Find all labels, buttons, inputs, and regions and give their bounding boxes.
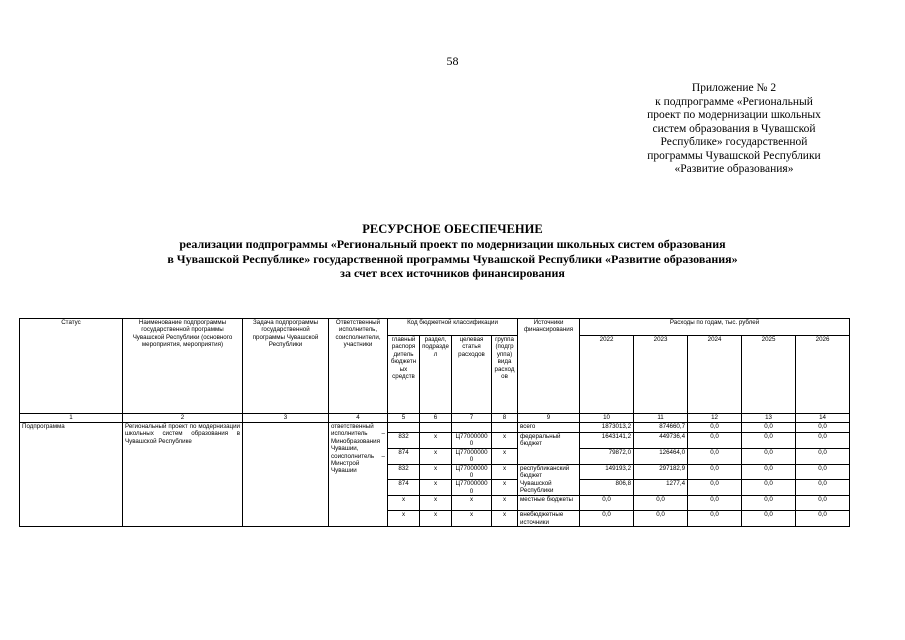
- title-heading: РЕСУРСНОЕ ОБЕСПЕЧЕНИЕ: [362, 222, 543, 236]
- grbs-cell: 874: [388, 480, 420, 496]
- header-budget-code: Код бюджетной классификации: [388, 319, 518, 336]
- grbs-cell: 832: [388, 464, 420, 480]
- header-row: [20, 319, 850, 336]
- column-number: 10: [580, 414, 634, 423]
- column-number: 9: [518, 414, 580, 423]
- value-cell: 126464,0: [634, 448, 688, 464]
- target-cell: Ц770000000: [452, 464, 492, 480]
- value-cell: 0,0: [688, 448, 742, 464]
- value-cell: 0,0: [688, 480, 742, 496]
- target-cell: х: [452, 511, 492, 527]
- appendix-note: [610, 82, 858, 177]
- value-cell: 0,0: [634, 511, 688, 527]
- header-year: 2024: [688, 336, 742, 414]
- grbs-cell: [388, 423, 420, 433]
- header-year: 2025: [742, 336, 796, 414]
- value-cell: 0,0: [796, 433, 850, 449]
- column-number: 12: [688, 414, 742, 423]
- group-cell: х: [492, 511, 518, 527]
- column-number: 2: [123, 414, 243, 423]
- group-cell: х: [492, 464, 518, 480]
- source-cell: [518, 448, 580, 464]
- grbs-cell: х: [388, 496, 420, 511]
- value-cell: 0,0: [796, 496, 850, 511]
- value-cell: 0,0: [796, 448, 850, 464]
- column-number: 5: [388, 414, 420, 423]
- source-cell: всего: [518, 423, 580, 433]
- title-line: в Чувашской Республике» государственной программы Чувашской Республики «Развитие образования»: [167, 251, 738, 266]
- value-cell: 0,0: [580, 511, 634, 527]
- value-cell: 806,8: [580, 480, 634, 496]
- section-cell: х: [420, 433, 452, 449]
- value-cell: 1643141,2: [580, 433, 634, 449]
- value-cell: 0,0: [742, 464, 796, 480]
- value-cell: 0,0: [742, 496, 796, 511]
- value-cell: 149193,2: [580, 464, 634, 480]
- column-number: 11: [634, 414, 688, 423]
- header-sources: Источники финансирования: [518, 319, 580, 414]
- group-cell: х: [492, 448, 518, 464]
- grbs-cell: 874: [388, 448, 420, 464]
- value-cell: 0,0: [742, 511, 796, 527]
- value-cell: 0,0: [580, 496, 634, 511]
- column-number: 1: [20, 414, 123, 423]
- value-cell: 0,0: [796, 480, 850, 496]
- column-number: 4: [329, 414, 388, 423]
- value-cell: 0,0: [688, 433, 742, 449]
- header-target: целевая статья расходов: [452, 336, 492, 414]
- appendix-line: Республике» государственной: [660, 136, 808, 148]
- value-cell: 0,0: [688, 464, 742, 480]
- value-cell: 874660,7: [634, 423, 688, 433]
- column-number-row: [20, 414, 850, 423]
- value-cell: 1277,4: [634, 480, 688, 496]
- table-row: [20, 423, 850, 433]
- header-grbs: главный распорядитель бюджетных средств: [388, 336, 420, 414]
- title-line: за счет всех источников финансирования: [340, 266, 565, 280]
- value-cell: 0,0: [796, 464, 850, 480]
- value-cell: 0,0: [796, 511, 850, 527]
- value-cell: 0,0: [796, 423, 850, 433]
- column-number: 14: [796, 414, 850, 423]
- header-executor: Ответственный исполнитель, соисполнители, участники: [329, 319, 388, 414]
- section-cell: х: [420, 448, 452, 464]
- section-cell: х: [420, 464, 452, 480]
- value-cell: 79872,0: [580, 448, 634, 464]
- appendix-line: Приложение № 2: [691, 82, 777, 94]
- target-cell: х: [452, 496, 492, 511]
- source-cell: местные бюджеты: [518, 496, 580, 511]
- status-cell: Подпрограмма: [20, 423, 123, 527]
- page-number: 58: [446, 54, 459, 68]
- group-cell: х: [492, 433, 518, 449]
- value-cell: 449736,4: [634, 433, 688, 449]
- header-name: Наименование подпрограммы государственной программы Чувашской Республики (основного мероприятия, мероприятия): [123, 319, 243, 414]
- section-cell: х: [420, 496, 452, 511]
- column-number: 8: [492, 414, 518, 423]
- grbs-cell: 832: [388, 433, 420, 449]
- header-status: Статус: [20, 319, 123, 414]
- column-number: 7: [452, 414, 492, 423]
- value-cell: 0,0: [688, 496, 742, 511]
- header-group: группа (подгруппа) вида расходов: [492, 336, 518, 414]
- appendix-line: проект по модернизации школьных: [647, 109, 821, 121]
- source-cell: Чувашской Республики: [518, 480, 580, 496]
- value-cell: 0,0: [742, 448, 796, 464]
- group-cell: [492, 423, 518, 433]
- target-cell: Ц770000000: [452, 433, 492, 449]
- appendix-line: систем образования в Чувашской: [652, 122, 816, 135]
- executor-cell: ответственный исполнитель – Минобразования Чувашии, соисполнитель – Минстрой Чувашии: [329, 423, 388, 527]
- column-number: 13: [742, 414, 796, 423]
- source-cell: внебюджетные источники: [518, 511, 580, 527]
- header-task: Задача подпрограммы государственной программы Чувашской Республики: [243, 319, 329, 414]
- program-name-cell: Региональный проект по модернизации школьных систем образования в Чувашской Республике: [123, 423, 243, 527]
- resource-table: [19, 318, 850, 527]
- appendix-line: к подпрограмме «Региональный: [655, 95, 813, 108]
- value-cell: 0,0: [742, 423, 796, 433]
- appendix-line: программы Чувашской Республики: [647, 149, 821, 162]
- target-cell: Ц770000000: [452, 480, 492, 496]
- group-cell: х: [492, 480, 518, 496]
- value-cell: 1873013,2: [580, 423, 634, 433]
- column-number: 3: [243, 414, 329, 423]
- section-cell: х: [420, 511, 452, 527]
- value-cell: 0,0: [634, 496, 688, 511]
- document-title: [40, 222, 865, 281]
- task-cell: [243, 423, 329, 527]
- source-cell: республиканский бюджет: [518, 464, 580, 480]
- title-line: реализации подпрограммы «Региональный проект по модернизации школьных систем образования: [179, 237, 726, 251]
- grbs-cell: х: [388, 511, 420, 527]
- appendix-line: «Развитие образования»: [674, 163, 794, 175]
- header-year: 2026: [796, 336, 850, 414]
- value-cell: 0,0: [688, 511, 742, 527]
- source-cell: федеральный бюджет: [518, 433, 580, 449]
- value-cell: 297182,9: [634, 464, 688, 480]
- section-cell: х: [420, 480, 452, 496]
- value-cell: 0,0: [688, 423, 742, 433]
- value-cell: 0,0: [742, 433, 796, 449]
- value-cell: 0,0: [742, 480, 796, 496]
- column-number: 6: [420, 414, 452, 423]
- section-cell: [420, 423, 452, 433]
- target-cell: [452, 423, 492, 433]
- target-cell: Ц770000000: [452, 448, 492, 464]
- header-expenses: Расходы по годам, тыс. рублей: [580, 319, 850, 336]
- header-year: 2022: [580, 336, 634, 414]
- header-year: 2023: [634, 336, 688, 414]
- header-section: раздел, подраздел: [420, 336, 452, 414]
- group-cell: х: [492, 496, 518, 511]
